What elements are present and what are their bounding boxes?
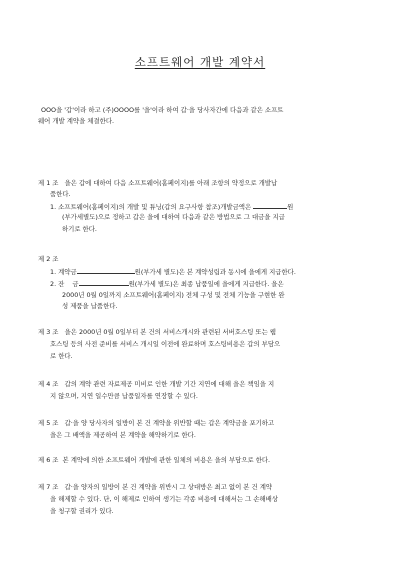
deposit-blank: [77, 266, 135, 274]
deposit-label: 1. 계약금: [50, 268, 77, 276]
article2-line-1: [50, 266, 296, 278]
article1-line-2: 품한다.: [50, 190, 71, 198]
document-title-text: 소프트웨어 개발 계약서: [134, 55, 266, 69]
balance-label: 2. 잔 금: [50, 280, 79, 288]
article7-line-3: 을 청구할 권리가 있다.: [50, 507, 114, 515]
article1-line-4: (부가세별도)으로 정하고 갑은 을에 대하여 다음과 같은 방법으로 그 대금을 지급: [62, 213, 285, 221]
article2-line-2: [50, 278, 284, 290]
article5-line-2: 을은 그 배액을 제공하여 본 계약을 해약하기로 한다.: [50, 431, 196, 439]
article4-line-1: 제 4 조 갑의 계약 관련 자료제공 미비로 인한 개발 기간 지연에 대해 을은 책임을 지: [38, 380, 275, 388]
article7-line-2: 을 해제할 수 있다. 단, 이 해제로 인하여 생기는 각종 비용에 대해서는 그 손해배상: [50, 495, 279, 503]
balance-blank: [79, 278, 129, 286]
document-title: [0, 54, 400, 70]
article4-line-2: 지 않으며, 지연 일수만큼 납품일자를 연장할 수 있다.: [50, 392, 198, 400]
article6-line-1: 제 6 조 본 계약에 의한 소프트웨어 개발에 관한 일체의 비용은 을의 부담으로 한다.: [38, 456, 271, 464]
article3-line-2: 호스팅 등의 사전 준비를 서비스 개시일 이전에 완료하며 호스팅비용은 갑의 부담으: [50, 340, 281, 348]
article1-line-5: 하기로 한다.: [62, 225, 97, 233]
balance-text: 원(부가세 별도)은 최종 납품일에 을에게 지급한다. 을은: [128, 280, 284, 288]
article1-line-1: 제 1 조 을은 갑에 대하여 다음 소프트웨어(홈페이지)를 아래 조항의 약정으로 개발납: [38, 179, 278, 187]
article7-line-1: 제 7 조 갑·을 양자의 일방이 본 건 계약을 위반시 그 상대방은 최고 없이 본 건 계약: [38, 483, 273, 491]
intro-line-2: 웨어 개발 계약을 체결한다.: [38, 117, 115, 125]
article1-won-text: 원: [287, 203, 294, 211]
article2-line-3: 2000년 0월 0일까지 소프트웨어(홈페이지) 전체 구성 및 전체 기능을 구현한 완: [62, 291, 285, 299]
article3-line-3: 로 한다.: [50, 352, 73, 360]
article1-item1-text: 1. 소프트웨어(홈페이지)의 개발 및 튜닝(갑의 요구사항 참조)개발금액은: [50, 203, 252, 211]
intro-line-1: OOO을 '갑'이라 하고 (주)OOOO를 '을'이라 하여 갑·을 당사자간에 다음과 같은 소프트: [41, 106, 284, 114]
article3-line-1: 제 3 조 을은 2000년 0월 0일부터 본 건의 서비스개시와 관련된 서버호스팅 또는 웹: [38, 328, 276, 336]
deposit-text: 원(부가세 별도)은 본 계약성립과 동시에 을에게 지급한다.: [134, 268, 296, 276]
article2-line-4: 성 제품을 납품한다.: [62, 302, 118, 310]
article2-heading: 제 2 조: [38, 255, 59, 263]
amount-blank: [253, 201, 287, 209]
article5-line-1: 제 5 조 갑·을 양 당사자의 일방이 본 건 계약을 위반할 때는 갑은 계약금을 포기하고: [38, 419, 275, 427]
